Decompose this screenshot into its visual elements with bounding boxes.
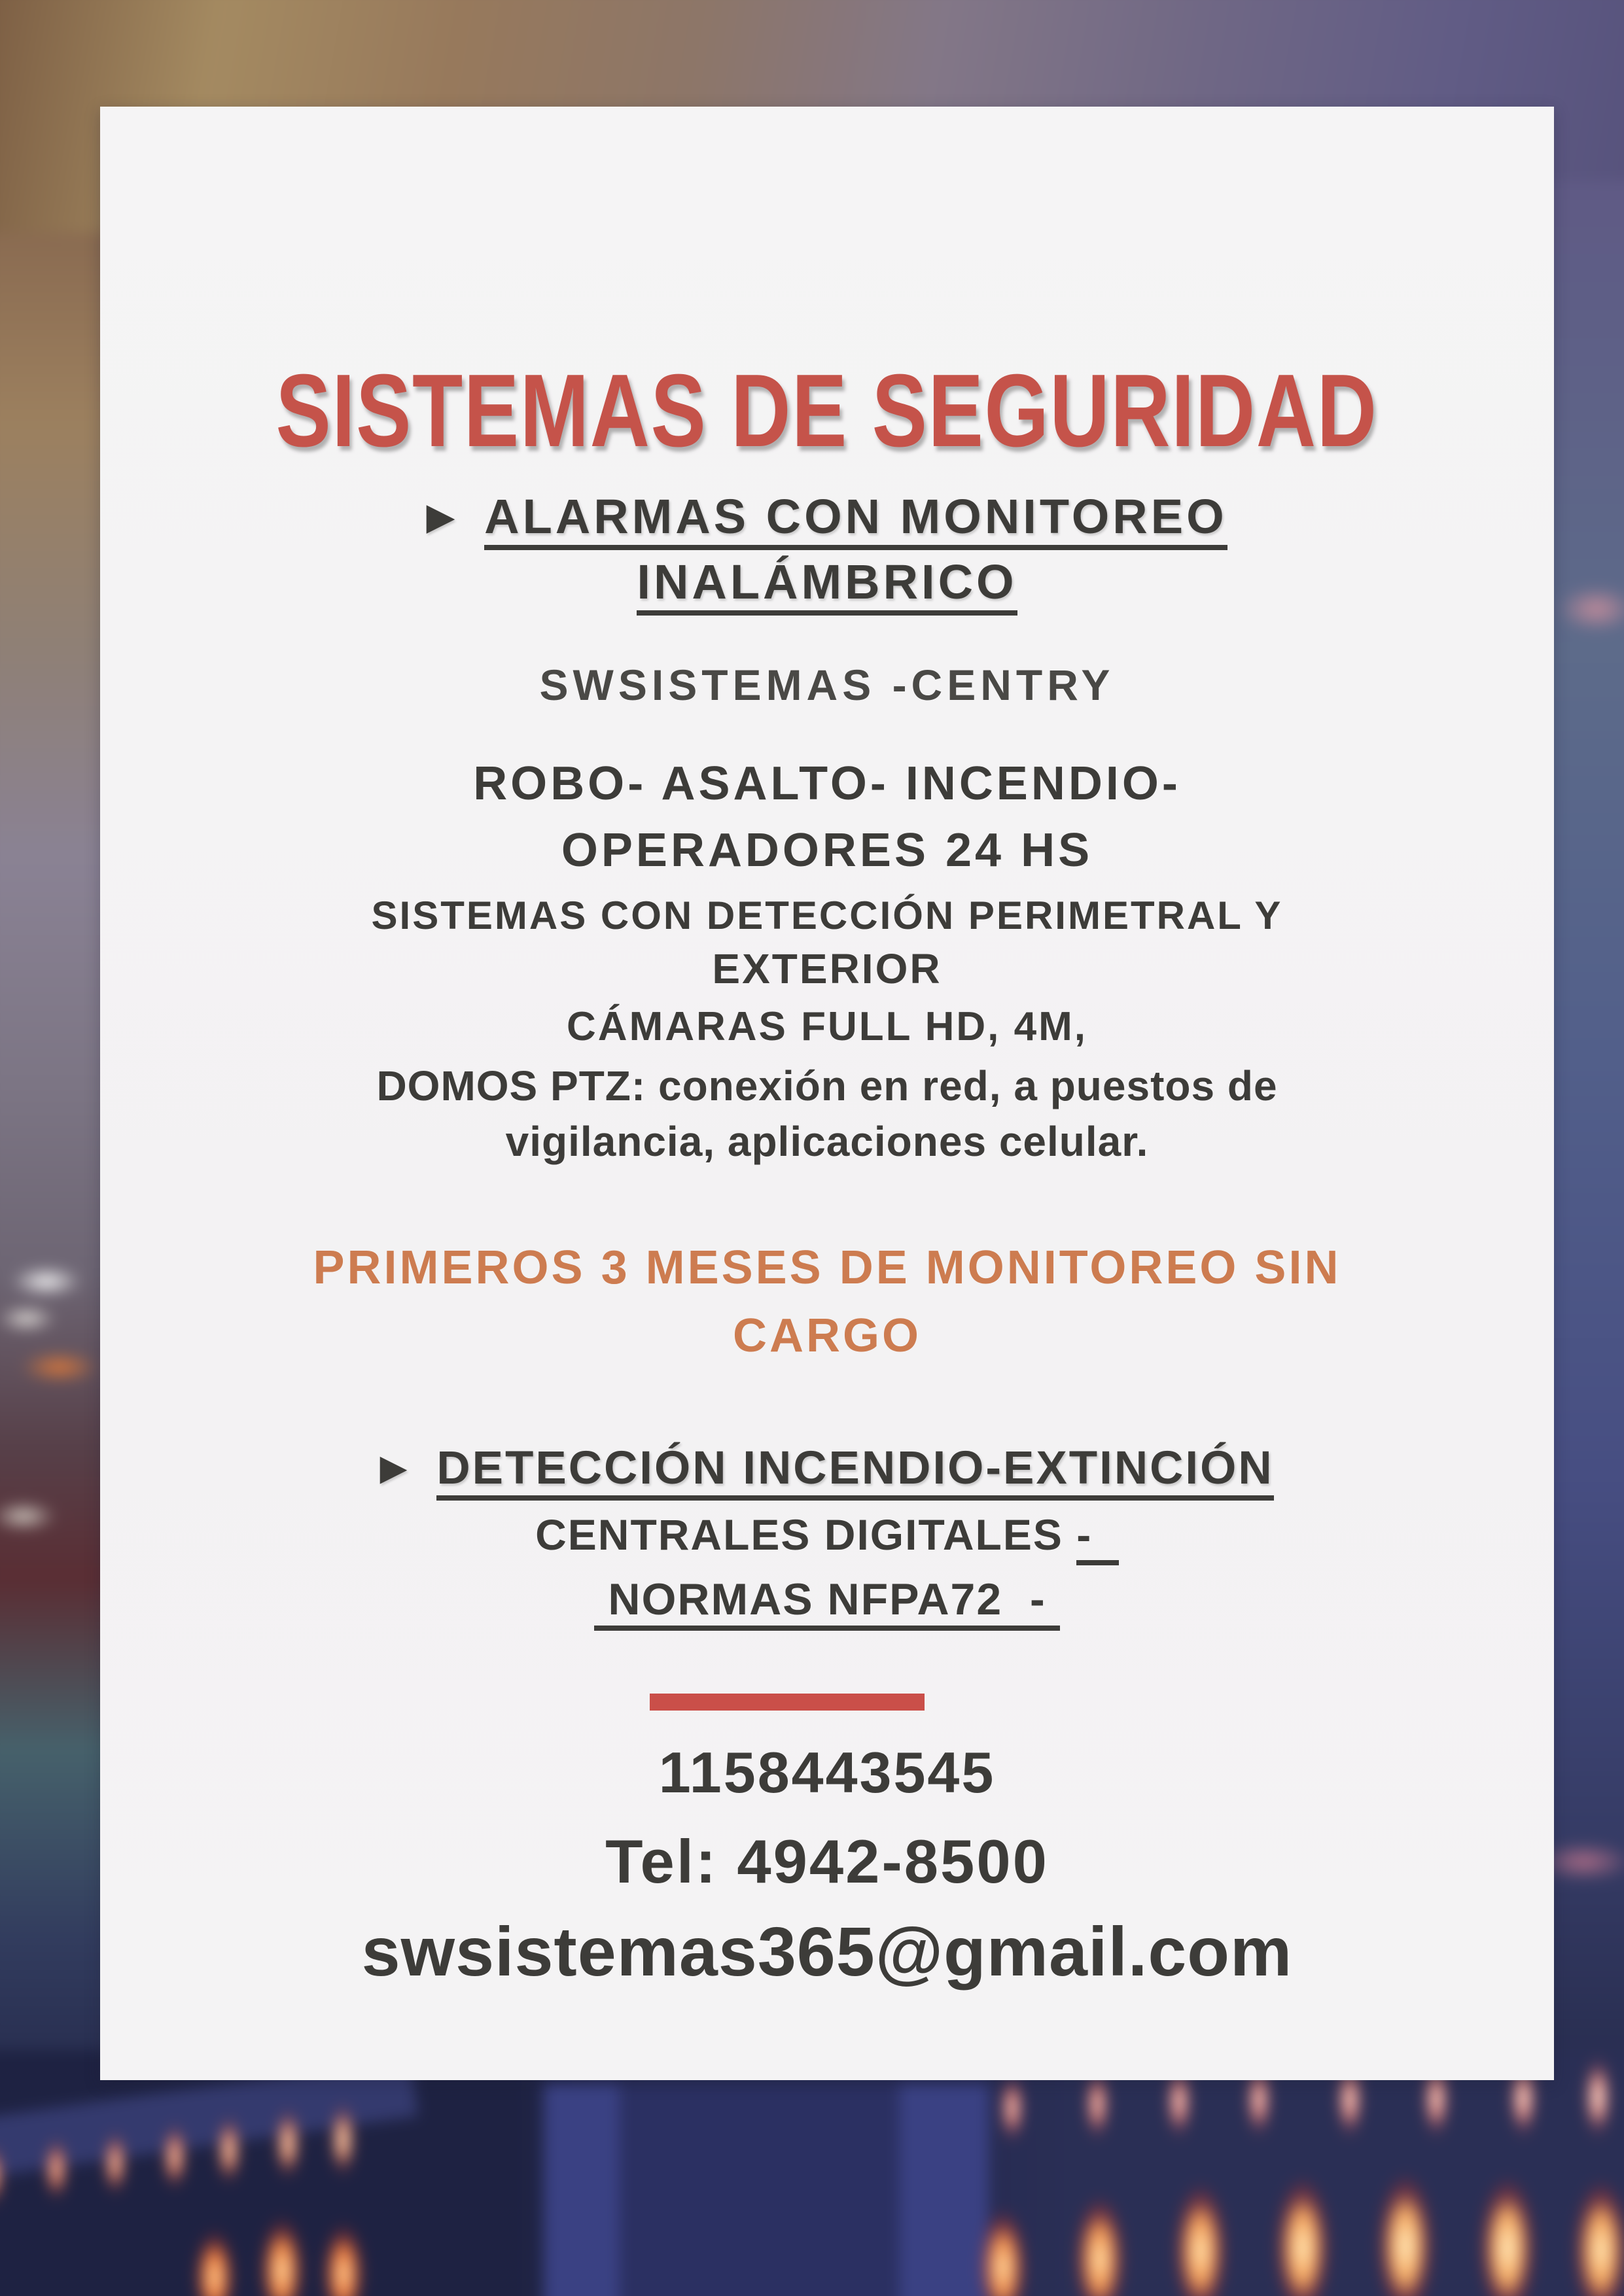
detail-line1: SISTEMAS CON DETECCIÓN PERIMETRAL Y [371,894,1283,937]
flyer-card [100,107,1554,2080]
promo-line2: CARGO [733,1310,921,1362]
led-glow [162,2122,187,2191]
detail-line4: DOMOS PTZ: conexión en red, a puestos de [376,1062,1278,1109]
page-title [100,349,1554,473]
background-highlight-blob [10,1266,82,1296]
section-header-alarms-text: ALARMAS CON MONITOREO [484,489,1227,550]
fire-line1 [100,1509,1554,1561]
services-line2: OPERADORES 24 HS [561,824,1093,877]
detail-line5: vigilancia, aplicaciones celular. [505,1118,1149,1165]
section-header-alarms [100,487,1554,548]
led-glow [275,2106,301,2181]
section-header-fire [100,1438,1554,1497]
led-glow [44,2136,68,2202]
led-glow [330,2101,356,2178]
led-glow [1000,2071,1025,2144]
contact-email: swsistemas365@gmail.com [361,1913,1293,1991]
section-header-fire-text: DETECCIÓN INCENDIO-EXTINCIÓN [436,1442,1273,1501]
fire-line2-text: NORMAS NFPA72 - [594,1574,1059,1631]
services-line1: ROBO- ASALTO- INCENDIO- [473,757,1181,810]
led-glow [217,2114,241,2186]
detail-line3: CÁMARAS FULL HD, 4M, [567,1004,1087,1049]
play-arrow-icon: ▶ [427,497,454,536]
contact-phone: Tel: 4942-8500 [605,1827,1049,1896]
background-orange-component-blob [20,1351,99,1383]
fire-line1-dash: - [1076,1510,1119,1565]
page-title-text: SISTEMAS DE SEGURIDAD [275,353,1379,468]
section-header-alarms-line2-text: INALÁMBRICO [637,555,1017,616]
contact-mobile: 1158443545 [658,1740,996,1805]
section-header-alarms-line2 [100,552,1554,612]
background-door-shape [544,2083,989,2296]
fire-line2 [100,1573,1554,1626]
promo-line1: PRIMEROS 3 MESES DE MONITOREO SIN [313,1242,1341,1294]
background-highlight-blob [0,1306,56,1332]
detail-line2: EXTERIOR [712,945,942,992]
brand-name: SWSISTEMAS -CENTRY [539,661,1115,709]
red-divider-bar [650,1694,925,1711]
play-arrow-icon: ▶ [380,1449,406,1486]
led-glow [103,2130,127,2197]
led-glow [1583,2054,1612,2140]
fire-line1-text: CENTRALES DIGITALES [535,1510,1077,1559]
